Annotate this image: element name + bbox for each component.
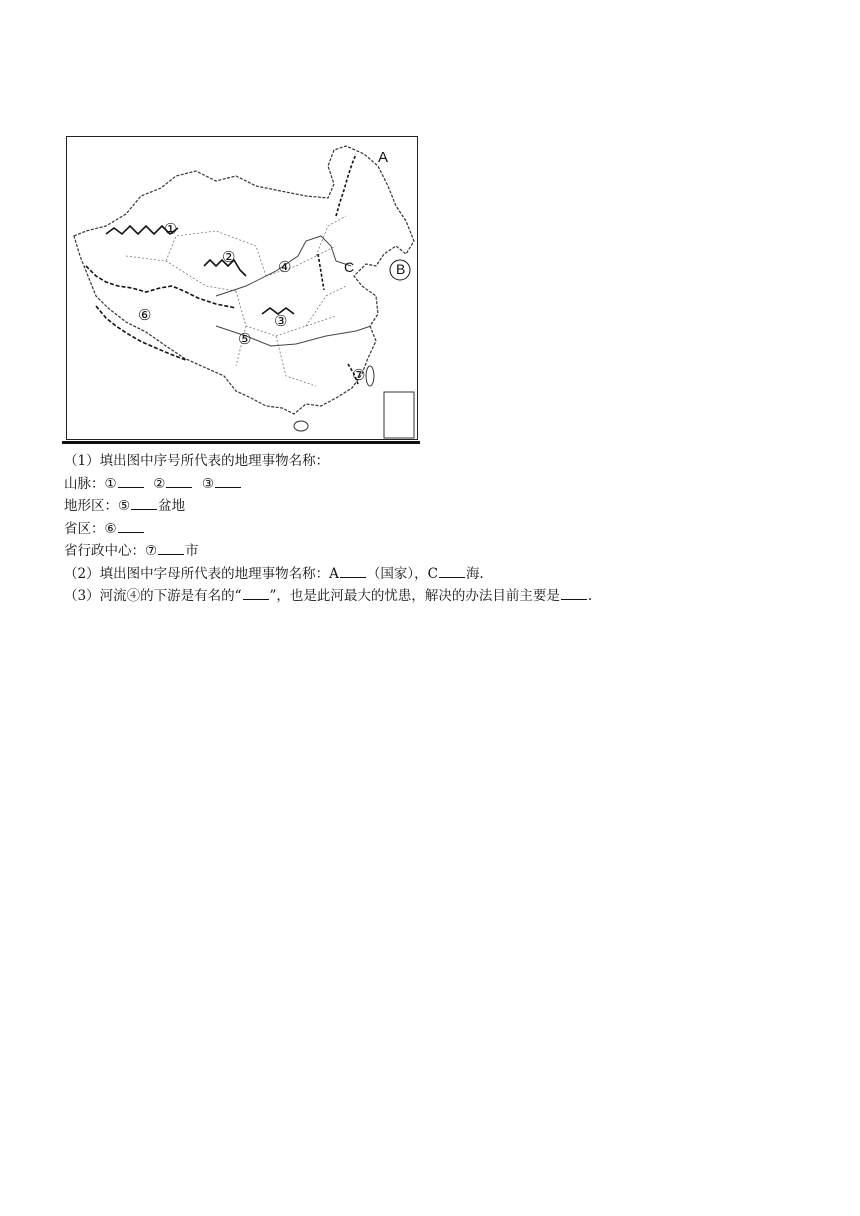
china-outline-map	[66, 136, 418, 440]
label-4: ④	[278, 258, 292, 276]
answer-blank[interactable]	[561, 586, 587, 600]
mountain-range-taihang	[318, 254, 324, 290]
answer-blank[interactable]	[340, 564, 366, 578]
answer-blank[interactable]	[166, 474, 192, 488]
q1-capital: 省行政中心：⑦ 市	[64, 543, 199, 559]
q1-mountains: 山脉：① ② ③	[64, 473, 592, 496]
label-A: A	[378, 149, 389, 166]
label-C: C	[344, 259, 355, 275]
label-B: B	[396, 261, 406, 277]
q2: （2）填出图中字母所代表的地理事物名称：A （国家），C 海.	[64, 565, 484, 582]
china-map-figure	[62, 134, 420, 444]
mountain-range-kunlun	[86, 266, 236, 308]
q3: （3）河流④的下游是有名的“ ”，也是此河最大的忧患，解决的办法目前主要是 .	[64, 588, 593, 604]
question-text	[64, 450, 592, 608]
mountain-range-ne	[336, 154, 356, 216]
answer-blank[interactable]	[158, 541, 184, 555]
label-5: ⑤	[238, 330, 252, 348]
answer-blank[interactable]	[439, 564, 465, 578]
label-2: ②	[222, 248, 236, 266]
label-1: ①	[164, 220, 178, 238]
answer-blank[interactable]	[118, 519, 144, 533]
map-baseline	[62, 441, 420, 444]
answer-blank[interactable]	[243, 586, 269, 600]
label-3: ③	[274, 312, 288, 330]
answer-blank[interactable]	[118, 474, 144, 488]
south-sea-inset	[384, 392, 414, 438]
q1-intro: （1）填出图中序号所代表的地理事物名称：	[64, 453, 330, 469]
label-6: ⑥	[138, 306, 152, 324]
label-7: ⑦	[352, 366, 366, 384]
answer-blank[interactable]	[131, 496, 157, 510]
answer-blank[interactable]	[215, 474, 241, 488]
q1-province: 省区：⑥	[64, 518, 592, 541]
q1-terrain: 地形区：⑤ 盆地	[64, 498, 186, 514]
